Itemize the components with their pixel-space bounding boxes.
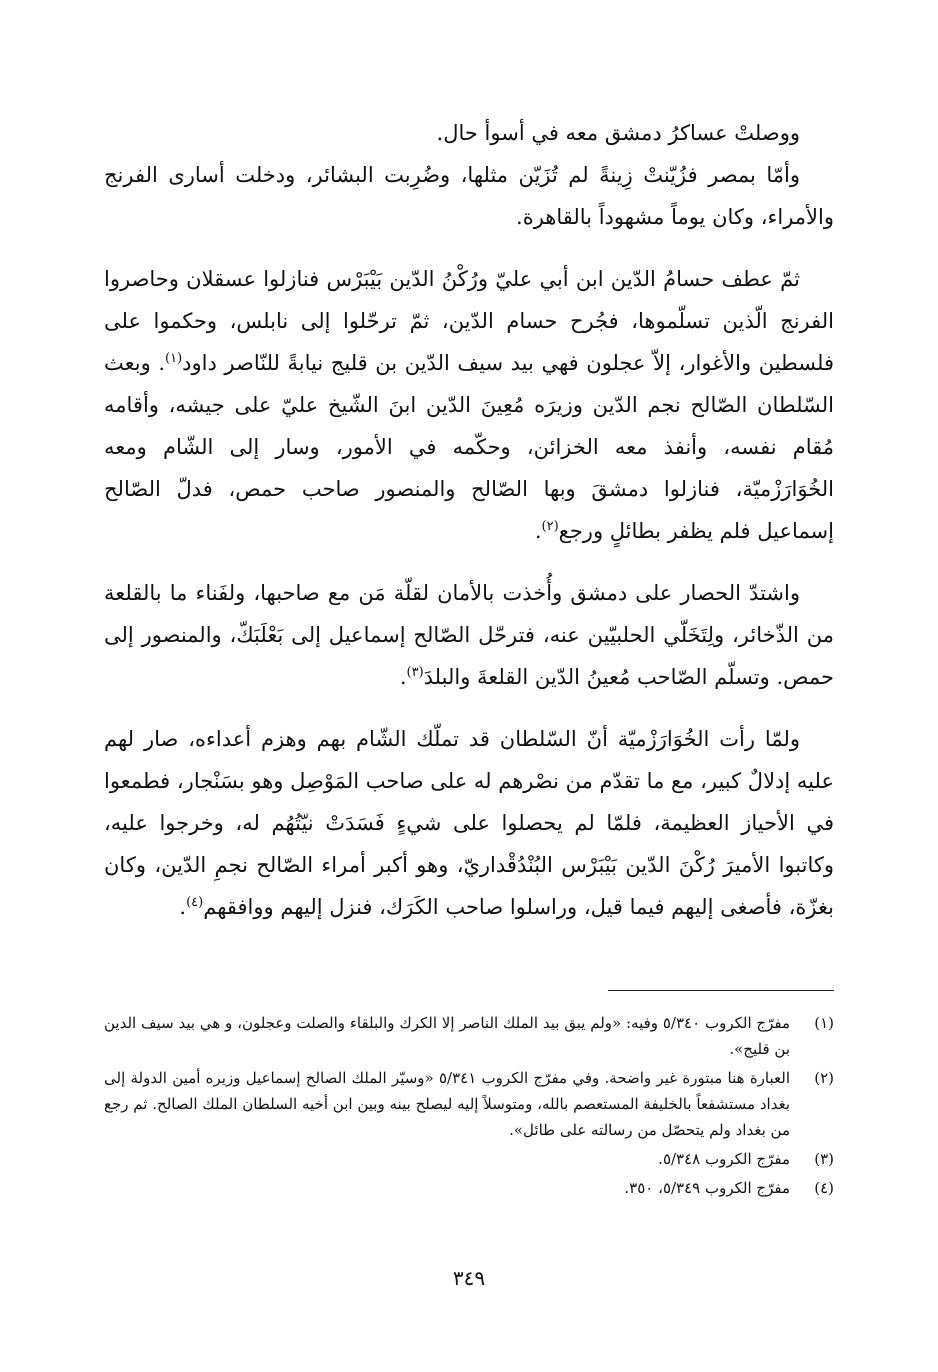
paragraph-4: [104, 572, 834, 698]
main-text: [104, 112, 834, 928]
footnote-number: (٢): [814, 1069, 834, 1087]
paragraph-text: ولمّا رأت الخُوَارَزْميّة أنّ السّلطان قد تملّك الشّام بهم وهزم أعداءه، صار لهم عليه إدلالٌ كبير، مع ما تقدّم من نصْرهم له على صاحب المَوْصِل وهو بسَنْجار، فطمعوا في الأحياز العظيمة، فلمّا لم يحصلوا على شيءٍ فَسَدَتْ نيّتُهُم له، وخرجوا عليه، وكاتبوا الأميرَ رُكْنَ الدّين بَيْبَرْس البُنْدُقْداريّ، وهو أكبر أمراء الصّالح نجمِ الدّين، وكان بغزّة، فأصغى إليهم فيما قيل، وراسلوا صاحب الكَرَك، فنزل إليهم ووافقهم: [104, 727, 834, 919]
footnote-number: (١): [814, 1014, 834, 1032]
footnote-number: (٤): [814, 1179, 834, 1197]
paragraph-text: وأمّا بمصر فزُيّنتْ زِينةً لم تُزَيّن مثلها، وضُرِبت البشائر، ودخلت أسارى الفرنج والأمراء، وكان يوماً مشهوداً بالقاهرة.: [104, 163, 834, 229]
footnote-marker: (٣): [406, 665, 424, 680]
footnote-2: [104, 1065, 834, 1143]
paragraph-1: [104, 112, 834, 154]
paragraph-text: .: [179, 895, 187, 919]
paragraph-text: .: [399, 665, 407, 689]
footnote-4: [104, 1175, 834, 1201]
paragraph-3: [104, 258, 834, 552]
paragraph-text: ثمّ عطف حسامُ الدّين ابن أبي عليّ ورُكْنُ الدّين بَيْبَرْس فنازلوا عسقلان وحاصروا الفرنج الّذين تسلّموها، فجُرح حسام الدّين، ثمّ ترحّلوا إلى نابلس، وحكموا على فلسطين والأغوار، إلاّ عجلون فهي بيد سيف الدّين بن قليج نيابةً للنّاصر داود: [104, 267, 834, 375]
footnote-marker: (١): [165, 351, 183, 366]
paragraph-text: . وبعث السّلطان الصّالح نجم الدّين وزيرَه مُعِينَ الدّين ابنَ الشّيخ عليّ على جيشه، وأقامه مُقام نفسه، وأنفذ معه الخزائن، وحكّمه في الأمور، وسار إلى الشّام ومعه الخُوَارَزْميّة، فنازلوا دمشقَ وبها الصّالح والمنصور صاحب حمص، فدلّ الصّالح إسماعيل فلم يظفر بطائلٍ ورجع: [104, 351, 834, 543]
footnote-text: مفرّج الكروب ٥/٣٤٩، ٣٥٠.: [624, 1179, 790, 1197]
page-number: ٣٤٩: [452, 1266, 486, 1290]
paragraph-text: واشتدّ الحصار على دمشق وأُخذت بالأمان لقلّة مَن مع صاحبها، ولفَناء ما بالقلعة من الذّخائر، ولِتَخَلّي الحلبيّين عنه، فترحّل الصّالح إسماعيل إلى بَعْلَبَكّ، والمنصور إلى حمص. وتسلّم الصّاحب مُعينُ الدّين القلعةَ والبلدَ: [104, 581, 834, 689]
footnote-marker: (٢): [541, 519, 559, 534]
footnotes: [104, 1010, 834, 1204]
footnote-text: العبارة هنا مبتورة غير واضحة. وفي مفرّج الكروب ٥/٣٤١ «وسيّر الملك الصالح إسماعيل وزيره أمين الدولة إلى بغداد مستشفعاً بالخليفة المستعصم بالله، ومتوسلاً إليه ليصلح بينه وبين ابن أخيه السلطان الملك الصالح. ثم رجع من بغداد ولم يتحصّل من رسالته على طائل».: [104, 1069, 790, 1139]
paragraph-text: ووصلتْ عساكرُ دمشق معه في أسوأ حال.: [436, 121, 800, 145]
footnote-text: مفرّج الكروب ٥/٣٤٨.: [658, 1150, 790, 1168]
footnote-3: [104, 1146, 834, 1172]
paragraph-2: [104, 154, 834, 238]
footnote-divider: [608, 990, 834, 991]
footnote-number: (٣): [814, 1150, 834, 1168]
paragraph-text: .: [534, 519, 542, 543]
footnote-marker: (٤): [186, 895, 204, 910]
paragraph-5: [104, 718, 834, 928]
footnote-text: مفرّج الكروب ٥/٣٤٠ وفيه: «ولم يبق بيد الملك الناصر إلا الكرك والبلقاء والصلت وعجلون، و هي بيد سيف الدين بن قليج».: [104, 1014, 791, 1058]
footnote-1: [104, 1010, 834, 1062]
